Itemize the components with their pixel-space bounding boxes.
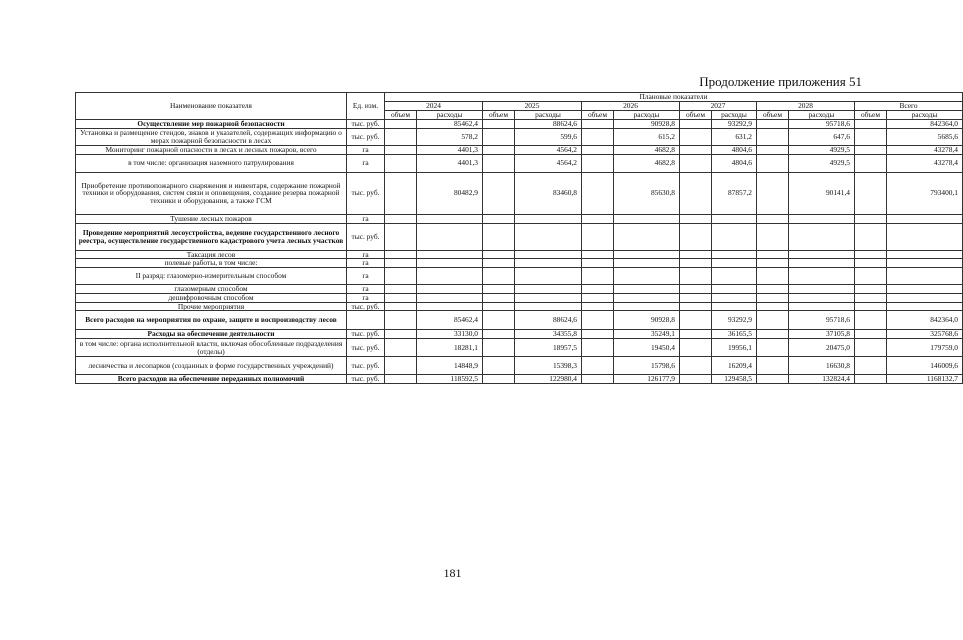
row-unit: тыс. руб. (347, 375, 385, 384)
cell-volume (855, 268, 887, 285)
table-row (76, 330, 963, 339)
cell-expenses: 631,2 (712, 128, 757, 145)
cell-volume (855, 357, 887, 375)
cell-volume (582, 259, 614, 268)
cell-expenses: 5685,6 (887, 128, 963, 145)
cell-volume (680, 154, 712, 172)
cell-expenses (887, 223, 963, 250)
cell-volume (680, 223, 712, 250)
table-row (76, 293, 963, 302)
row-unit: тыс. руб. (347, 330, 385, 339)
cell-expenses (789, 223, 855, 250)
cell-expenses: 4564,2 (515, 154, 582, 172)
cell-volume (483, 339, 515, 357)
row-unit: га (347, 154, 385, 172)
cell-volume (680, 357, 712, 375)
table-row (76, 120, 963, 129)
cell-volume (680, 311, 712, 330)
cell-expenses: 4804,6 (712, 145, 757, 154)
cell-volume (582, 339, 614, 357)
row-name: лесничества и лесопарков (созданных в форме государственных учреждений) (76, 357, 347, 375)
header-expenses: расходы (614, 111, 680, 120)
cell-volume (483, 120, 515, 129)
cell-volume (582, 268, 614, 285)
row-name: Всего расходов на обеспечение переданных полномочий (76, 375, 347, 384)
cell-expenses: 18281,1 (417, 339, 483, 357)
cell-expenses: 20475,0 (789, 339, 855, 357)
row-name: Приобретение противопожарного снаряжения и инвентаря, содержание пожарной техники и оборудования, систем связи и оповещения, создание резерва пожарной техники и оборудования, а также ГСМ (76, 172, 347, 214)
table-row (76, 339, 963, 357)
row-unit: тыс. руб. (347, 128, 385, 145)
cell-expenses: 95718,6 (789, 311, 855, 330)
cell-volume (483, 250, 515, 259)
cell-expenses (887, 285, 963, 294)
cell-expenses (789, 285, 855, 294)
cell-expenses: 88624,6 (515, 311, 582, 330)
header-total: Всего (855, 102, 963, 111)
table-row (76, 285, 963, 294)
table-header (76, 93, 963, 120)
cell-expenses (887, 268, 963, 285)
header-volume: объем (680, 111, 712, 120)
row-name: в том числе: органа исполнительной власти, включая обособленные подразделения (отделы) (76, 339, 347, 357)
table-row (76, 357, 963, 375)
header-expenses: расходы (515, 111, 582, 120)
page-number: 181 (443, 566, 462, 580)
cell-expenses: 90141,4 (789, 172, 855, 214)
cell-volume (582, 128, 614, 145)
cell-volume (483, 302, 515, 311)
cell-expenses: 126177,9 (614, 375, 680, 384)
row-unit: га (347, 268, 385, 285)
cell-volume (582, 154, 614, 172)
cell-expenses: 4682,8 (614, 154, 680, 172)
cell-expenses (712, 302, 757, 311)
cell-volume (582, 293, 614, 302)
cell-volume (757, 357, 789, 375)
table-row (76, 214, 963, 223)
header-name: Наименование показателя (76, 93, 347, 120)
cell-expenses: 1168132,7 (887, 375, 963, 384)
cell-volume (855, 285, 887, 294)
cell-expenses (614, 285, 680, 294)
row-unit: тыс. руб. (347, 223, 385, 250)
cell-volume (483, 128, 515, 145)
cell-expenses (789, 214, 855, 223)
cell-expenses (417, 285, 483, 294)
cell-volume (483, 154, 515, 172)
cell-volume (680, 293, 712, 302)
cell-expenses (789, 293, 855, 302)
row-unit: га (347, 250, 385, 259)
cell-volume (757, 120, 789, 129)
cell-expenses (417, 302, 483, 311)
cell-volume (582, 302, 614, 311)
cell-volume (757, 172, 789, 214)
cell-volume (385, 145, 417, 154)
table-row (76, 154, 963, 172)
cell-volume (385, 172, 417, 214)
table-row (76, 145, 963, 154)
cell-expenses (712, 214, 757, 223)
cell-volume (483, 259, 515, 268)
cell-volume (757, 339, 789, 357)
cell-volume (680, 250, 712, 259)
cell-expenses: 14848,9 (417, 357, 483, 375)
cell-volume (855, 330, 887, 339)
table-row (76, 311, 963, 330)
cell-expenses: 19450,4 (614, 339, 680, 357)
cell-expenses (515, 223, 582, 250)
cell-expenses (515, 285, 582, 294)
cell-expenses (515, 259, 582, 268)
cell-expenses: 615,2 (614, 128, 680, 145)
cell-volume (757, 145, 789, 154)
cell-expenses: 793400,1 (887, 172, 963, 214)
header-year: 2026 (582, 102, 680, 111)
cell-expenses (712, 268, 757, 285)
cell-volume (757, 128, 789, 145)
row-name: Расходы на обеспечение деятельности (76, 330, 347, 339)
table-row (76, 172, 963, 214)
cell-volume (582, 145, 614, 154)
cell-volume (582, 285, 614, 294)
row-unit: тыс. руб. (347, 120, 385, 129)
cell-volume (757, 268, 789, 285)
table-row (76, 223, 963, 250)
cell-volume (385, 154, 417, 172)
cell-expenses (789, 268, 855, 285)
row-unit (347, 311, 385, 330)
cell-volume (483, 293, 515, 302)
cell-expenses: 33130,0 (417, 330, 483, 339)
cell-expenses (614, 293, 680, 302)
cell-expenses: 95718,6 (789, 120, 855, 129)
row-unit: тыс. руб. (347, 339, 385, 357)
cell-volume (483, 268, 515, 285)
cell-volume (483, 214, 515, 223)
header-expenses: расходы (712, 111, 757, 120)
cell-expenses: 80482,9 (417, 172, 483, 214)
cell-expenses: 16630,8 (789, 357, 855, 375)
cell-expenses (712, 293, 757, 302)
cell-volume (855, 120, 887, 129)
row-name: полевые работы, в том числе: (76, 259, 347, 268)
cell-volume (680, 330, 712, 339)
cell-volume (483, 357, 515, 375)
cell-expenses: 35249,1 (614, 330, 680, 339)
header-volume: объем (757, 111, 789, 120)
cell-expenses: 179759,0 (887, 339, 963, 357)
cell-volume (385, 268, 417, 285)
cell-expenses: 43278,4 (887, 154, 963, 172)
cell-volume (680, 259, 712, 268)
cell-volume (385, 214, 417, 223)
cell-volume (757, 285, 789, 294)
cell-volume (385, 311, 417, 330)
header-volume: объем (385, 111, 417, 120)
cell-expenses: 83460,8 (515, 172, 582, 214)
header-unit: Ед. изм. (347, 93, 385, 120)
cell-volume (757, 250, 789, 259)
cell-expenses: 647,6 (789, 128, 855, 145)
cell-expenses: 93292,9 (712, 311, 757, 330)
row-name: Осуществление мер пожарной безопасности (76, 120, 347, 129)
cell-volume (680, 128, 712, 145)
row-unit: тыс. руб. (347, 172, 385, 214)
cell-expenses: 4401,3 (417, 145, 483, 154)
cell-expenses: 85462,4 (417, 120, 483, 129)
cell-volume (855, 214, 887, 223)
cell-expenses: 4401,3 (417, 154, 483, 172)
cell-volume (483, 311, 515, 330)
cell-volume (855, 311, 887, 330)
cell-expenses (712, 250, 757, 259)
cell-expenses (887, 214, 963, 223)
cell-volume (757, 302, 789, 311)
cell-volume (385, 375, 417, 384)
cell-volume (582, 223, 614, 250)
cell-expenses: 43278,4 (887, 145, 963, 154)
cell-volume (582, 250, 614, 259)
row-name: Всего расходов на мероприятия по охране, защите и воспроизводству лесов (76, 311, 347, 330)
cell-volume (385, 293, 417, 302)
row-name: глазомерным способом (76, 285, 347, 294)
cell-expenses: 599,6 (515, 128, 582, 145)
cell-volume (483, 285, 515, 294)
cell-volume (680, 375, 712, 384)
cell-expenses: 34355,8 (515, 330, 582, 339)
cell-volume (582, 375, 614, 384)
header-expenses: расходы (417, 111, 483, 120)
cell-expenses (614, 268, 680, 285)
cell-expenses (789, 259, 855, 268)
header-year: 2027 (680, 102, 757, 111)
table-row (76, 268, 963, 285)
row-name: дешифровочным способом (76, 293, 347, 302)
cell-expenses: 578,2 (417, 128, 483, 145)
cell-volume (680, 172, 712, 214)
cell-expenses: 118592,5 (417, 375, 483, 384)
cell-expenses (789, 250, 855, 259)
row-name: Установка и размещение стендов, знаков и указателей, содержащих информацию о мерах пожарной безопасности в лесах (76, 128, 347, 145)
cell-volume (680, 339, 712, 357)
row-name: в том числе: организация наземного патрулирования (76, 154, 347, 172)
table-row (76, 259, 963, 268)
cell-expenses: 19956,1 (712, 339, 757, 357)
cell-expenses (614, 259, 680, 268)
cell-expenses: 129458,5 (712, 375, 757, 384)
cell-expenses (614, 250, 680, 259)
cell-expenses: 85630,8 (614, 172, 680, 214)
cell-expenses: 15798,6 (614, 357, 680, 375)
row-unit: га (347, 214, 385, 223)
planned-indicators-table (75, 92, 963, 384)
row-unit: га (347, 259, 385, 268)
cell-expenses (515, 268, 582, 285)
cell-expenses: 4804,6 (712, 154, 757, 172)
header-expenses: расходы (789, 111, 855, 120)
cell-volume (757, 223, 789, 250)
cell-expenses: 90928,8 (614, 120, 680, 129)
cell-expenses (614, 302, 680, 311)
cell-volume (855, 339, 887, 357)
cell-volume (385, 302, 417, 311)
row-unit: га (347, 145, 385, 154)
cell-expenses (887, 250, 963, 259)
cell-volume (385, 285, 417, 294)
cell-expenses (417, 250, 483, 259)
cell-expenses (614, 223, 680, 250)
cell-volume (757, 259, 789, 268)
table-row (76, 375, 963, 384)
cell-expenses (417, 259, 483, 268)
cell-expenses: 4929,5 (789, 154, 855, 172)
cell-volume (757, 311, 789, 330)
cell-volume (855, 375, 887, 384)
cell-expenses (515, 302, 582, 311)
cell-expenses (417, 223, 483, 250)
header-volume: объем (855, 111, 887, 120)
cell-expenses (515, 214, 582, 223)
cell-volume (680, 120, 712, 129)
row-name: II разряд: глазомерно-измерительным способом (76, 268, 347, 285)
row-name: Тушение лесных пожаров (76, 214, 347, 223)
table-row (76, 302, 963, 311)
cell-expenses (417, 268, 483, 285)
row-unit: тыс. руб. (347, 302, 385, 311)
cell-volume (855, 293, 887, 302)
cell-volume (582, 330, 614, 339)
cell-expenses: 16209,4 (712, 357, 757, 375)
cell-expenses (712, 285, 757, 294)
cell-volume (855, 172, 887, 214)
cell-volume (680, 302, 712, 311)
row-name: Мониторинг пожарной опасности в лесах и лесных пожаров, всего (76, 145, 347, 154)
cell-volume (680, 145, 712, 154)
cell-expenses: 36165,5 (712, 330, 757, 339)
cell-volume (757, 330, 789, 339)
table-body (76, 120, 963, 384)
cell-volume (385, 339, 417, 357)
cell-expenses (614, 214, 680, 223)
cell-volume (582, 172, 614, 214)
cell-volume (385, 330, 417, 339)
header-planned: Плановые показатели (385, 93, 963, 102)
cell-expenses: 15398,3 (515, 357, 582, 375)
cell-expenses: 122980,4 (515, 375, 582, 384)
cell-expenses: 132824,4 (789, 375, 855, 384)
cell-expenses: 842364,0 (887, 120, 963, 129)
cell-volume (582, 214, 614, 223)
header-expenses: расходы (887, 111, 963, 120)
cell-volume (855, 154, 887, 172)
header-year: 2025 (483, 102, 582, 111)
cell-volume (483, 172, 515, 214)
header-year: 2024 (385, 102, 483, 111)
cell-expenses (515, 250, 582, 259)
cell-expenses: 4929,5 (789, 145, 855, 154)
cell-volume (757, 154, 789, 172)
cell-volume (483, 223, 515, 250)
table-row (76, 128, 963, 145)
cell-volume (483, 145, 515, 154)
cell-expenses: 842364,0 (887, 311, 963, 330)
cell-volume (855, 250, 887, 259)
cell-volume (680, 214, 712, 223)
cell-volume (483, 330, 515, 339)
cell-volume (855, 259, 887, 268)
appendix-subtitle: Продолжение приложения 51 (699, 74, 862, 89)
cell-expenses: 88624,6 (515, 120, 582, 129)
cell-expenses: 87857,2 (712, 172, 757, 214)
cell-expenses: 93292,9 (712, 120, 757, 129)
cell-volume (385, 259, 417, 268)
row-name: Таксация лесов (76, 250, 347, 259)
cell-expenses: 4564,2 (515, 145, 582, 154)
cell-volume (855, 302, 887, 311)
cell-volume (385, 223, 417, 250)
cell-expenses (887, 302, 963, 311)
cell-volume (757, 293, 789, 302)
cell-expenses (515, 293, 582, 302)
cell-volume (855, 128, 887, 145)
cell-volume (385, 120, 417, 129)
cell-expenses (417, 293, 483, 302)
cell-volume (385, 250, 417, 259)
cell-volume (582, 357, 614, 375)
cell-expenses: 4682,8 (614, 145, 680, 154)
cell-volume (680, 268, 712, 285)
row-name: Проведение мероприятий лесоустройства, ведение государственного лесного реестра, осуществление государственного кадастрового учета лесных участков (76, 223, 347, 250)
header-year: 2028 (757, 102, 855, 111)
row-unit: га (347, 293, 385, 302)
cell-expenses: 18957,5 (515, 339, 582, 357)
cell-expenses: 85462,4 (417, 311, 483, 330)
cell-volume (385, 357, 417, 375)
cell-volume (855, 223, 887, 250)
cell-expenses (417, 214, 483, 223)
cell-expenses: 90928,8 (614, 311, 680, 330)
cell-volume (582, 311, 614, 330)
cell-volume (757, 214, 789, 223)
row-unit: тыс. руб. (347, 357, 385, 375)
row-unit: га (347, 285, 385, 294)
cell-expenses (712, 259, 757, 268)
cell-volume (385, 128, 417, 145)
cell-volume (855, 145, 887, 154)
row-name: Прочие мероприятия (76, 302, 347, 311)
cell-volume (582, 120, 614, 129)
cell-expenses (789, 302, 855, 311)
cell-volume (680, 285, 712, 294)
header-volume: объем (483, 111, 515, 120)
cell-volume (483, 375, 515, 384)
cell-expenses (887, 259, 963, 268)
header-volume: объем (582, 111, 614, 120)
cell-expenses (712, 223, 757, 250)
cell-expenses: 146009,6 (887, 357, 963, 375)
cell-volume (757, 375, 789, 384)
cell-expenses (887, 293, 963, 302)
cell-expenses: 325768,6 (887, 330, 963, 339)
cell-expenses: 37105,8 (789, 330, 855, 339)
